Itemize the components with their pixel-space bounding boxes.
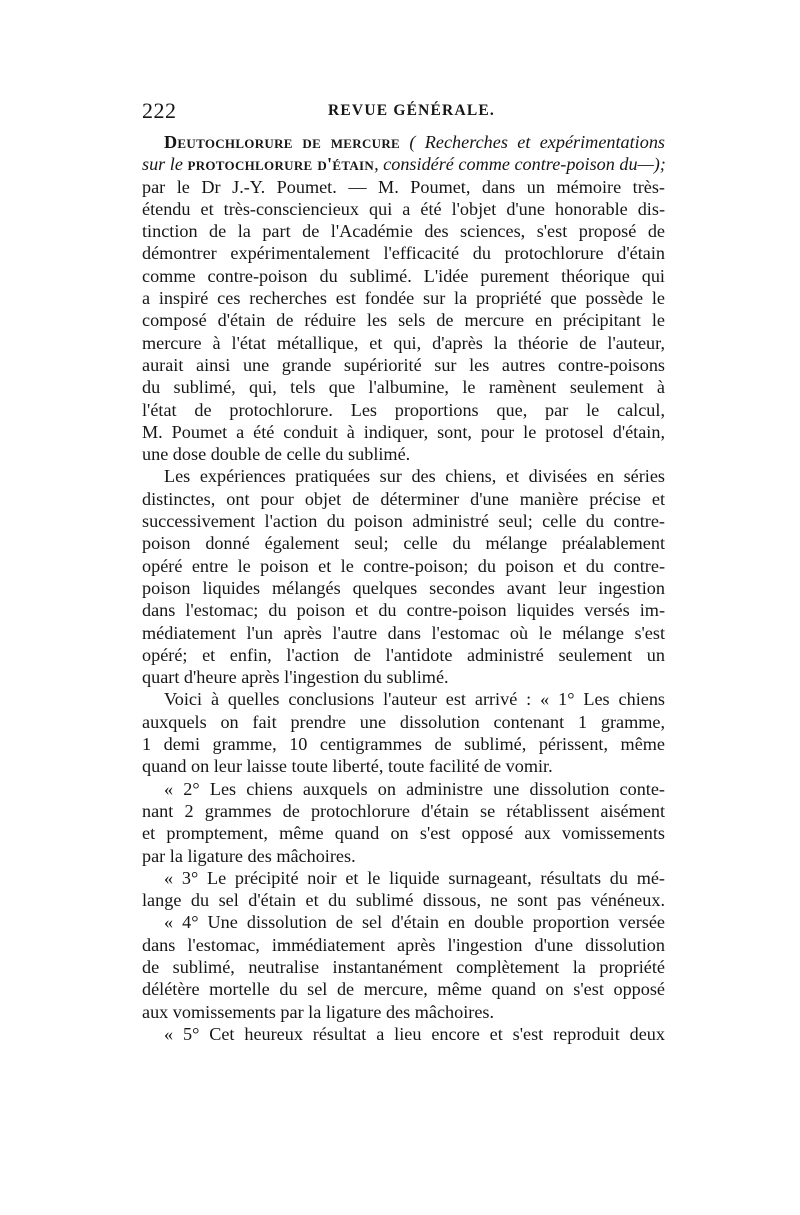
article-title-line xyxy=(142,131,665,153)
text-line: aux vomissements par la ligature des mâchoires. xyxy=(142,1001,495,1022)
text-line: par la ligature des mâchoires. xyxy=(142,845,356,866)
paragraph-start: Les expériences pratiquées sur des chiens, et divisées en séries xyxy=(164,466,665,487)
text-line: du sublimé, qui, tels que l'albumine, le ramènent seulement à xyxy=(142,377,665,398)
text-line: aurait ainsi une grande supériorité sur les autres contre-poisons xyxy=(142,354,665,375)
text-line: par le Dr J.-Y. Poumet. — M. Poumet, dans un mémoire très- xyxy=(142,176,665,197)
text-line: distinctes, ont pour objet de déterminer d'une manière précise et xyxy=(142,488,665,509)
text-line: délétère mortelle du sel de mercure, même quand on s'est opposé xyxy=(142,979,665,1000)
text-line: nant 2 grammes de protochlorure d'étain se rétablissent aisément xyxy=(142,800,665,821)
running-title: REVUE GÉNÉRALE. xyxy=(328,102,495,119)
text-line: et promptement, même quand on s'est opposé aux vomissements xyxy=(142,823,665,844)
text-line: opéré entre le poison et le contre-poison; du poison et du contre- xyxy=(142,555,665,576)
page-header xyxy=(142,98,664,128)
article-body xyxy=(142,131,665,1045)
text-line: poison liquides mélangés quelques secondes avant leur ingestion xyxy=(142,577,665,598)
text-line: auxquels on fait prendre une dissolution contenant 1 gramme, xyxy=(142,711,665,732)
paragraph-start: « 5° Cet heureux résultat a lieu encore et s'est reproduit deux xyxy=(164,1023,665,1044)
text-line: l'état de protochlorure. Les proportions que, par le calcul, xyxy=(142,399,665,420)
text-line: une dose double de celle du sublimé. xyxy=(142,444,411,465)
text-line: poison donné également seul; celle du mélange préalablement xyxy=(142,533,665,554)
text-line: de sublimé, neutralise instantanément complètement la propriété xyxy=(142,956,665,977)
text-line: dans l'estomac; du poison et du contre-poison liquides versés im- xyxy=(142,600,665,621)
text-line: mercure à l'état métallique, et qui, d'après la théorie de l'auteur, xyxy=(142,332,665,353)
paragraph-start: « 4° Une dissolution de sel d'étain en double proportion versée xyxy=(164,912,665,933)
text-line: tinction de la part de l'Académie des sciences, s'est proposé de xyxy=(142,221,665,242)
text-line: opéré; et enfin, l'action de l'antidote administré seulement un xyxy=(142,644,665,665)
article-title: Deutochlorure de mercure xyxy=(164,132,400,152)
text-line: composé d'étain de réduire les sels de mercure en précipitant le xyxy=(142,310,665,331)
page-number: 222 xyxy=(142,98,177,123)
text-line: a inspiré ces recherches est fondée sur la propriété que possède le xyxy=(142,288,665,309)
text-line: successivement l'action du poison administré seul; celle du contre- xyxy=(142,511,665,532)
text-line: démontrer expérimentalement l'efficacité du protochlorure d'étain xyxy=(142,243,665,264)
text-line: 1 demi gramme, 10 centigrammes de sublimé, périssent, même xyxy=(142,734,665,755)
paragraph-start: « 2° Les chiens auxquels on administre une dissolution conte- xyxy=(164,778,665,799)
text-line: étendu et très-consciencieux qui a été l'objet d'une honorable dis- xyxy=(142,198,665,219)
text-line: quand on leur laisse toute liberté, toute facilité de vomir. xyxy=(142,756,553,777)
paragraph-start: Voici à quelles conclusions l'auteur est arrivé : « 1° Les chiens xyxy=(164,689,665,710)
article-title-line-2: sur le protochlorure d'étain, considéré comme contre-poison du—); xyxy=(142,154,666,175)
paragraph-start: « 3° Le précipité noir et le liquide surnageant, résultats du mé- xyxy=(164,867,665,888)
text-line: M. Poumet a été conduit à indiquer, sont, pour le protosel d'étain, xyxy=(142,421,665,442)
text-line: dans l'estomac, immédiatement après l'ingestion d'une dissolution xyxy=(142,934,665,955)
text-line: lange du sel d'étain et du sublimé dissous, ne sont pas vénéneux. xyxy=(142,890,665,911)
text-line: quart d'heure après l'ingestion du sublimé. xyxy=(142,667,449,688)
text-line: comme contre-poison du sublimé. L'idée purement théorique qui xyxy=(142,265,665,286)
text-line: médiatement l'un après l'autre dans l'estomac où le mélange s'est xyxy=(142,622,665,643)
article-subtitle: ( Recherches et expérimentations xyxy=(409,132,665,152)
article-subject: protochlorure d'étain xyxy=(187,154,375,175)
